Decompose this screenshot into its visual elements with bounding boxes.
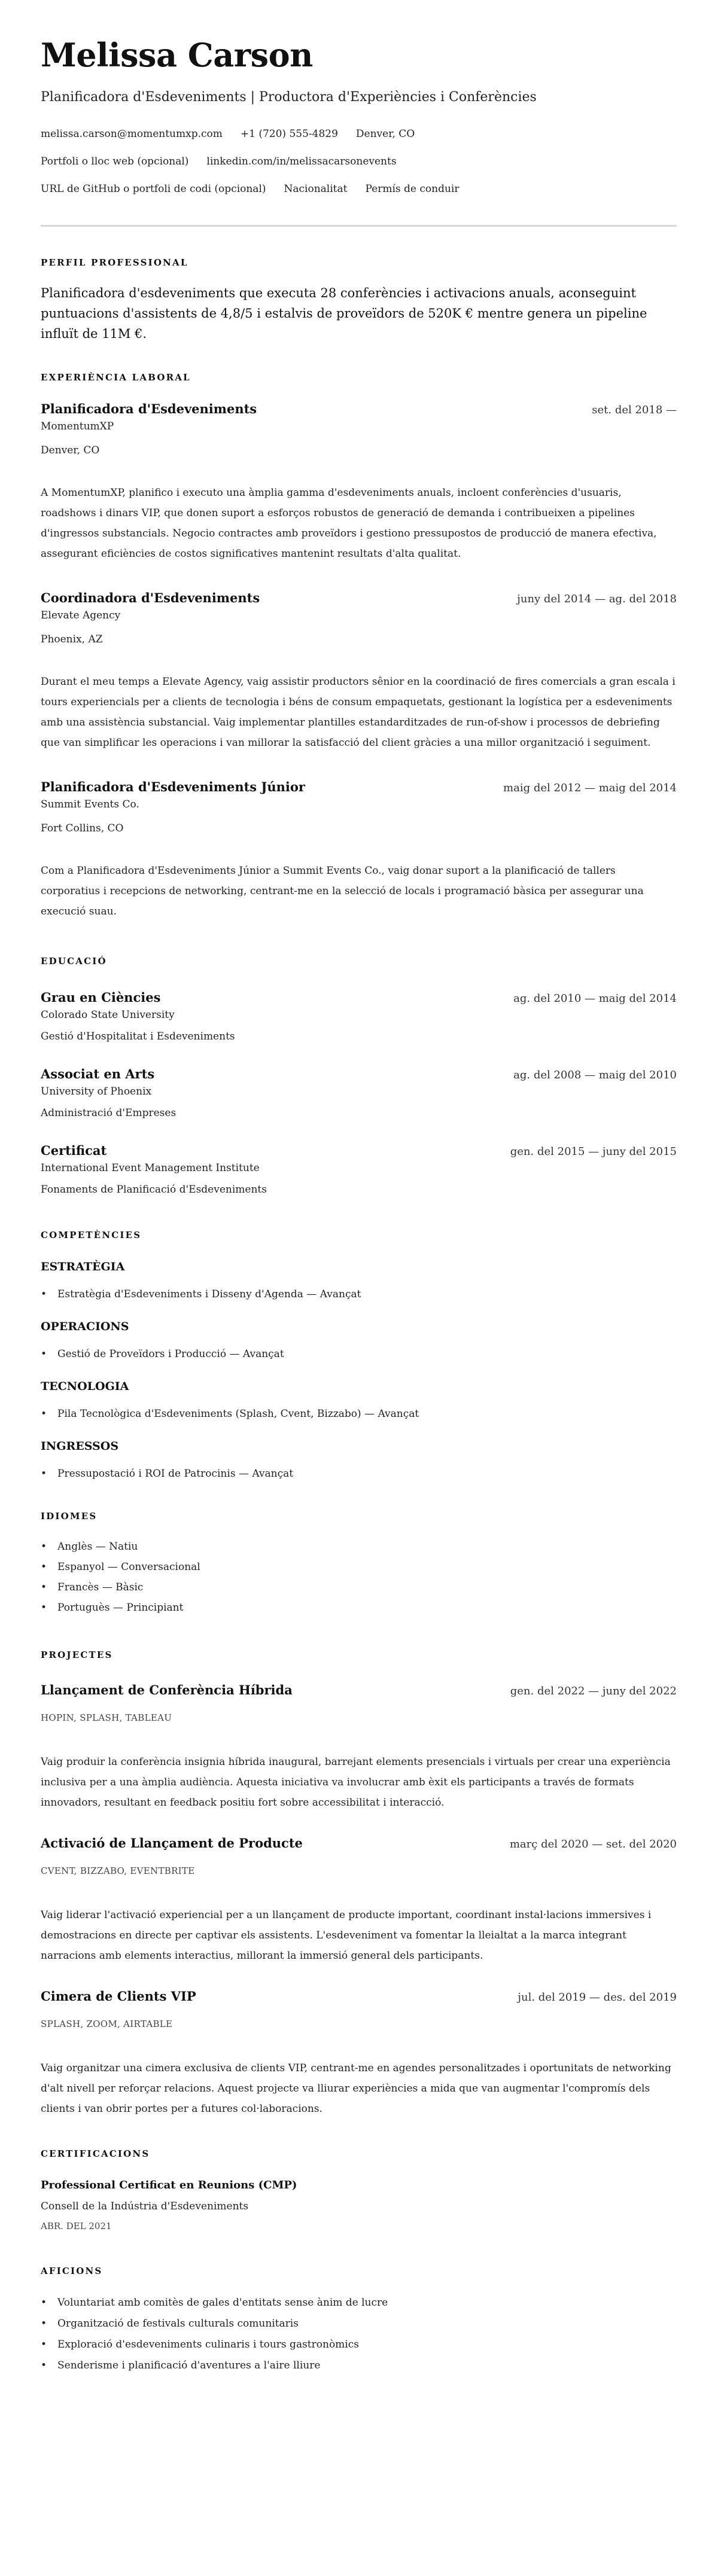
- skill-group: [41, 1379, 677, 1422]
- project-dates: jul. del 2019 — des. del 2019: [518, 1991, 677, 2004]
- skill-category: ESTRATÈGIA: [41, 1260, 125, 1273]
- section-title: CERTIFICACIONS: [41, 2148, 150, 2159]
- degree-field: Gestió d'Hospitalitat i Esdeveniments: [41, 1031, 235, 1042]
- contact-driving-license: Permís de conduir: [365, 183, 460, 195]
- project-tags: HOPIN, SPLASH, TABLEAU: [41, 1712, 172, 1723]
- project-description: Vaig produir la conferència insignia híbrida inaugural, barrejant elements presencials i virtuals per crear una experiència inclusiva per a una àmplia audiència. Aquesta iniciativa va involucrar amb èxit els participants a través de formats innovadors, resultant en feedback positiu fort sobre accessibilitat i interacció.: [41, 1756, 671, 1809]
- section-title: EXPERIÈNCIA LABORAL: [41, 372, 191, 383]
- school-name: University of Phoenix: [41, 1086, 152, 1098]
- education-entry: [41, 989, 677, 1044]
- section-experience: [41, 371, 677, 922]
- skill-item: • Pila Tecnològica d'Esdeveniments (Splash, Cvent, Bizzabo) — Avançat: [41, 1406, 677, 1422]
- job-company: MomentumXP: [41, 420, 114, 432]
- skill-item: • Gestió de Proveïdors i Producció — Avançat: [41, 1346, 677, 1362]
- resume-header: [41, 33, 677, 227]
- hobby-list: [41, 2293, 677, 2376]
- project-description: Vaig organitzar una cimera exclusiva de clients VIP, centrant-me en agendes personalitzades i oportunitats de networking d'alt nivell per reforçar relacions. Aquest projecte va lliurar experiències a mida que van augmentar l'compromís dels clients i van obrir portes per a futures col·laboracions.: [41, 2062, 671, 2115]
- skill-item: • Estratègia d'Esdeveniments i Disseny d'Agenda — Avançat: [41, 1287, 677, 1302]
- skill-list: [41, 1346, 677, 1362]
- contact-row: [41, 154, 677, 169]
- project-dates: març del 2020 — set. del 2020: [509, 1838, 677, 1851]
- skill-list: [41, 1406, 677, 1422]
- skill-group: [41, 1438, 677, 1481]
- skill-group: [41, 1259, 677, 1302]
- experience-entry: [41, 778, 677, 922]
- project-tags: SPLASH, ZOOM, AIRTABLE: [41, 2019, 173, 2029]
- skill-group: [41, 1319, 677, 1362]
- degree-dates: gen. del 2015 — juny del 2015: [510, 1145, 677, 1158]
- contact-linkedin[interactable]: linkedin.com/in/melissacarsonevents: [206, 156, 397, 167]
- certification-name: Professional Certificat en Reunions (CMP): [41, 2179, 297, 2191]
- school-name: International Event Management Institute: [41, 1162, 260, 1174]
- candidate-headline: Planificadora d'Esdeveniments | Productora d'Experiències i Conferències: [41, 90, 537, 105]
- contact-portfolio[interactable]: Portfoli o lloc web (opcional): [41, 156, 189, 167]
- skill-category: OPERACIONS: [41, 1320, 129, 1333]
- summary-text: Planificadora d'esdeveniments que executa 28 conferències i activacions anuals, aconseguint puntuacions d'assistents de 4,8/5 i estalvis de proveïdors de 520K € mentre genera un pipeline influït de 11M €.: [41, 286, 647, 341]
- hobby-item: • Organització de festivals culturals comunitaris: [41, 2313, 677, 2334]
- education-entry: [41, 1142, 677, 1197]
- project-name: Activació de Llançament de Producte: [41, 1836, 303, 1851]
- contact-phone[interactable]: +1 (720) 555-4829: [240, 128, 338, 140]
- hobby-item: • Voluntariat amb comitès de gales d'entitats sense ànim de lucre: [41, 2293, 677, 2313]
- candidate-name: Melissa Carson: [41, 36, 313, 74]
- education-entry: [41, 1065, 677, 1120]
- contact-email[interactable]: melissa.carson@momentumxp.com: [41, 128, 223, 140]
- degree-title: Grau en Ciències: [41, 990, 161, 1005]
- certification-date: ABR. DEL 2021: [41, 2221, 112, 2231]
- section-title: COMPETÈNCIES: [41, 1230, 142, 1240]
- language-item: • Anglès — Natiu: [41, 1537, 677, 1557]
- skill-item: • Pressupostació i ROI de Patrocinis — Avançat: [41, 1466, 677, 1481]
- skill-category: INGRESSOS: [41, 1440, 119, 1453]
- project-description: Vaig liderar l'activació experiencial per a un llançament de producte important, coordinant instal·lacions immersives i demostracions en directe per captivar els assistents. L'esdeveniment va fomentar la lleialtat a la marca integrant narracions amb elements interactius, millorant la immersió general dels participants.: [41, 1909, 652, 1962]
- job-description: Com a Planificadora d'Esdeveniments Júnior a Summit Events Co., vaig donar suport a la planificació de tallers corporatius i recepcions de networking, centrant-me en la selecció de locals i programació bàsica per assegurar una execució suau.: [41, 865, 644, 917]
- hobby-item: • Senderisme i planificació d'aventures a l'aire lliure: [41, 2355, 677, 2376]
- language-item: • Portuguès — Principiant: [41, 1598, 677, 1618]
- job-location: Fort Collins, CO: [41, 822, 124, 834]
- section-title: IDIOMES: [41, 1511, 98, 1522]
- project-entry: [41, 1681, 677, 1813]
- job-dates: juny del 2014 — ag. del 2018: [517, 593, 677, 605]
- degree-dates: ag. del 2008 — maig del 2010: [513, 1069, 677, 1081]
- project-entry: [41, 1987, 677, 2119]
- language-item: • Francès — Bàsic: [41, 1577, 677, 1598]
- degree-title: Associat en Arts: [41, 1066, 155, 1081]
- section-title: PROJECTES: [41, 1650, 113, 1660]
- project-tags: CVENT, BIZZABO, EVENTBRITE: [41, 1865, 195, 1876]
- job-company: Summit Events Co.: [41, 798, 139, 810]
- section-skills: [41, 1229, 677, 1481]
- section-title: AFICIONS: [41, 2266, 103, 2276]
- degree-field: Administració d'Empreses: [41, 1107, 177, 1119]
- contact-row: [41, 182, 677, 196]
- contact-row: [41, 127, 677, 141]
- experience-entry: [41, 589, 677, 753]
- language-item: • Espanyol — Conversacional: [41, 1557, 677, 1577]
- contact-location: Denver, CO: [355, 128, 415, 140]
- header-divider: [41, 225, 677, 227]
- job-company: Elevate Agency: [41, 609, 121, 621]
- language-list: [41, 1537, 677, 1618]
- certification-entry: [41, 2178, 677, 2233]
- contact-nationality: Nacionalitat: [284, 183, 348, 195]
- job-dates: maig del 2012 — maig del 2014: [503, 782, 677, 794]
- project-dates: gen. del 2022 — juny del 2022: [510, 1685, 677, 1697]
- section-certifications: [41, 2148, 677, 2233]
- section-hobbies: [41, 2265, 677, 2376]
- degree-dates: ag. del 2010 — maig del 2014: [513, 992, 677, 1005]
- job-description: Durant el meu temps a Elevate Agency, vaig assistir productors sênior en la coordinació de fires comercials a gran escala i tours experiencials per a clients de tecnologia i béns de consum empaquetats, gestionant la logística per a esdeveniments amb una assistència substancial. Vaig implementar plantilles estandarditzades de run-of-show i processos de debriefing que van simplificar les operacions i van millorar la satisfacció del client gràcies a una millor organització i seguiment.: [41, 676, 676, 749]
- job-title: Planificadora d'Esdeveniments: [41, 401, 257, 416]
- section-languages: [41, 1510, 677, 1618]
- skill-list: [41, 1466, 677, 1481]
- skill-category: TECNOLOGIA: [41, 1380, 129, 1393]
- project-name: Cimera de Clients VIP: [41, 1989, 196, 2004]
- section-education: [41, 955, 677, 1197]
- section-projects: [41, 1649, 677, 2119]
- hobby-item: • Exploració d'esdeveniments culinaris i tours gastronòmics: [41, 2334, 677, 2355]
- section-summary: [41, 257, 677, 344]
- job-location: Phoenix, AZ: [41, 633, 103, 645]
- job-location: Denver, CO: [41, 444, 100, 456]
- certification-issuer: Consell de la Indústria d'Esdeveniments: [41, 2200, 249, 2212]
- section-title: PERFIL PROFESSIONAL: [41, 257, 188, 268]
- experience-entry: [41, 400, 677, 564]
- job-dates: set. del 2018 —: [592, 404, 677, 416]
- degree-title: Certificat: [41, 1143, 107, 1158]
- skill-list: [41, 1287, 677, 1302]
- job-title: Coordinadora d'Esdeveniments: [41, 590, 260, 605]
- job-title: Planificadora d'Esdeveniments Júnior: [41, 779, 305, 794]
- job-description: A MomentumXP, planifico i executo una àmplia gamma d'esdeveniments anuals, incloent conferències d'usuaris, roadshows i dinars VIP, que donen suport a esforços robustos de generació de demanda i contribueixen a pipelines d'ingressos substancials. Negocio contractes amb proveïdors i gestiono pressupostos de producció de manera efectiva, assegurant eficiències de costos significatives mantenint resultats d'alta qualitat.: [41, 487, 657, 560]
- school-name: Colorado State University: [41, 1009, 175, 1021]
- section-title: EDUCACIÓ: [41, 956, 107, 967]
- degree-field: Fonaments de Planificació d'Esdeveniments: [41, 1184, 267, 1196]
- project-name: Llançament de Conferència Híbrida: [41, 1682, 293, 1697]
- contact-github[interactable]: URL de GitHub o portfoli de codi (opcional): [41, 183, 266, 195]
- project-entry: [41, 1834, 677, 1966]
